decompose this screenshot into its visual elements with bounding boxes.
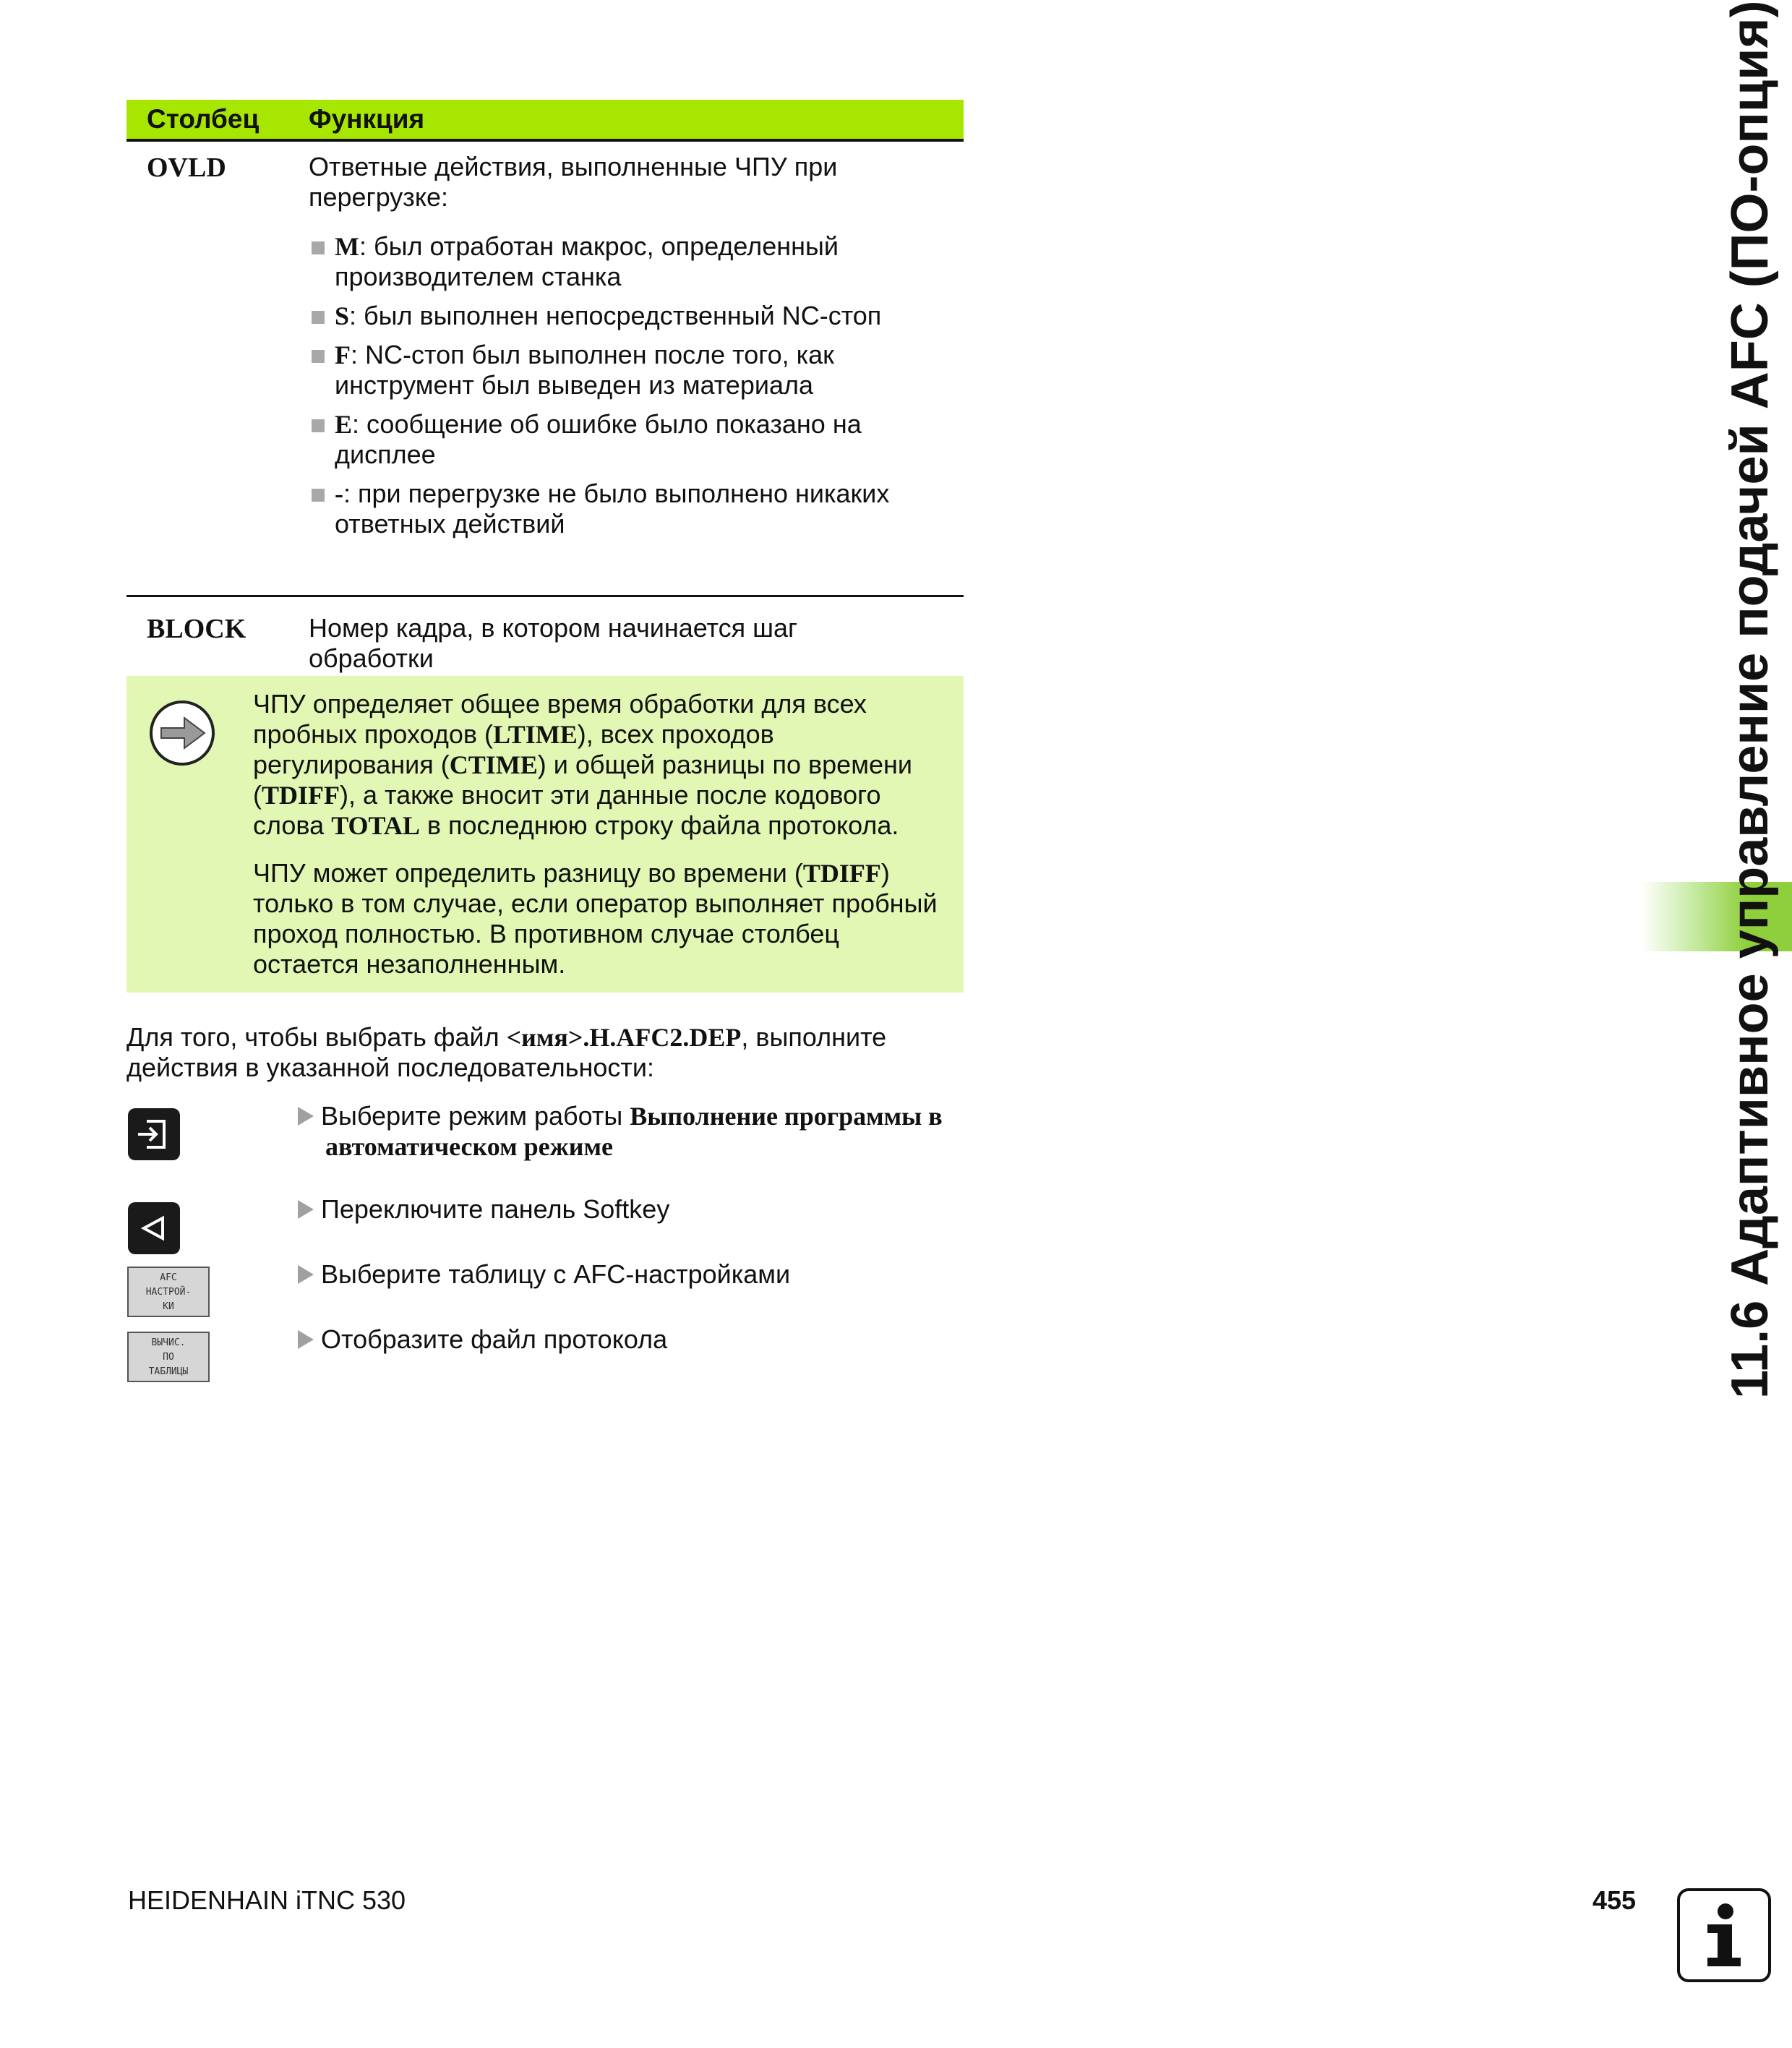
row-name: BLOCK [147, 614, 246, 644]
eval-table-softkey[interactable] [127, 1332, 210, 1382]
step-text: Отобразите файл протокола [321, 1324, 668, 1354]
note-text-span: ), а также вносит эти данные после кодового слова [253, 780, 881, 840]
table-row-ovld [127, 142, 964, 597]
softkey-label: AFC [160, 1272, 177, 1283]
code-tdiff: TDIFF [262, 781, 340, 810]
row-function [309, 613, 964, 683]
note-text [253, 689, 947, 997]
bullet-key: F [335, 340, 351, 369]
bullet-text-cont: дисплее [335, 440, 436, 469]
step-arrow-icon [298, 1200, 314, 1219]
header-function: Функция [309, 104, 425, 134]
function-table [127, 100, 964, 685]
step-arrow-icon [298, 1107, 314, 1126]
softkey-label: КИ [163, 1301, 174, 1312]
note-text-span: ) только в том случае, если оператор выполняет пробный проход полностью. В противном случае столбец остается незаполненным. [253, 858, 938, 979]
row-description: Номер кадра, в котором начинается шаг [309, 613, 798, 643]
step-3 [298, 1259, 790, 1290]
softkey-label: ТАБЛИЦЫ [148, 1366, 189, 1377]
mode-key-icon [128, 1108, 180, 1160]
mode-name-cont: автоматическом режиме [325, 1132, 613, 1161]
code-ctime: CTIME [449, 750, 538, 779]
bullet-key: E [335, 410, 353, 439]
file-name: <имя>.H.AFC2.DEP [506, 1023, 742, 1052]
code-total: TOTAL [331, 811, 420, 840]
bullet-text: : был отработан макрос, определенный [359, 231, 839, 261]
info-glyph [1680, 1891, 1768, 1979]
row-name: OVLD [147, 153, 226, 183]
code-tdiff: TDIFF [802, 859, 881, 888]
list-item [309, 301, 964, 331]
page-number: 455 [1592, 1885, 1637, 1915]
step-arrow-icon [298, 1330, 314, 1349]
section-title: 11.6 Адаптивное управление подачей AFC (ПО-опция) [1721, 0, 1779, 1399]
row-description: Ответные действия, выполненные ЧПУ при перегрузке: [309, 152, 838, 212]
note-box [127, 676, 964, 993]
bullet-key: S [335, 301, 350, 330]
bullet-key: - [335, 479, 343, 508]
note-paragraph-2 [253, 858, 947, 980]
note-text-span: ) и общей разницы по времени ( [253, 750, 912, 810]
step-1 [298, 1101, 943, 1162]
step-arrow-icon [298, 1265, 314, 1284]
bullet-text-cont: инструмент был выведен из материала [335, 370, 814, 400]
softkey-switch-key[interactable] [128, 1202, 180, 1254]
info-icon[interactable] [1677, 1888, 1771, 1982]
row-description-cont: обработки [309, 643, 434, 673]
back-triangle-icon [128, 1202, 180, 1254]
intro-text [127, 1022, 979, 1083]
softkey-label: НАСТРОЙ- [145, 1287, 192, 1298]
bullet-text: : NC-стоп был выполнен после того, как [351, 340, 834, 369]
softkey-label: ВЫЧИС. [151, 1337, 186, 1348]
step-text: Выберите таблицу с AFC-настройками [321, 1259, 791, 1289]
note-text-span: ЧПУ определяет общее время обработки для всех пробных проходов ( [253, 689, 867, 749]
arrow-right-circle-icon [148, 699, 216, 767]
afc-settings-softkey[interactable] [127, 1267, 210, 1317]
step-text-span: Выберите режим работы [321, 1101, 630, 1131]
code-ltime: LTIME [493, 720, 578, 749]
note-text-span: в последнюю строку файла протокола. [419, 810, 899, 840]
table-header [127, 100, 964, 142]
bullet-text-cont: производителем станка [335, 262, 622, 291]
footer-product: HEIDENHAIN iTNC 530 [128, 1885, 406, 1915]
softkey-label: ПО [163, 1352, 174, 1363]
note-text-span: ЧПУ может определить разницу во времени ( [253, 858, 803, 888]
list-item [309, 479, 964, 539]
bullet-text-cont: ответных действий [335, 509, 565, 539]
list-item [309, 340, 964, 400]
step-4 [298, 1324, 667, 1355]
list-item [309, 231, 964, 292]
mode-key[interactable] [128, 1108, 180, 1160]
note-paragraph-1 [253, 689, 947, 841]
note-text-span: ), всех проходов регулирования ( [253, 719, 774, 779]
bullet-text: : сообщение об ошибке было показано на [352, 409, 862, 439]
row-function [309, 152, 964, 595]
step-text: Переключите панель Softkey [321, 1194, 670, 1224]
header-column: Столбец [147, 104, 260, 134]
intro-span: Для того, чтобы выбрать файл [127, 1022, 507, 1052]
step-2 [298, 1194, 669, 1225]
step-text [298, 1101, 943, 1131]
bullet-key: M [335, 232, 359, 261]
list-item [309, 409, 964, 470]
mode-name: Выполнение программы в [630, 1102, 943, 1131]
intro-span: , выполните действия в указанной последовательности: [127, 1022, 887, 1082]
bullet-text: : при перегрузке не было выполнено никаких [343, 479, 890, 508]
bullet-list [309, 231, 964, 539]
bullet-text: : был выполнен непосредственный NC-стоп [349, 301, 882, 330]
table-row-block [127, 597, 964, 685]
